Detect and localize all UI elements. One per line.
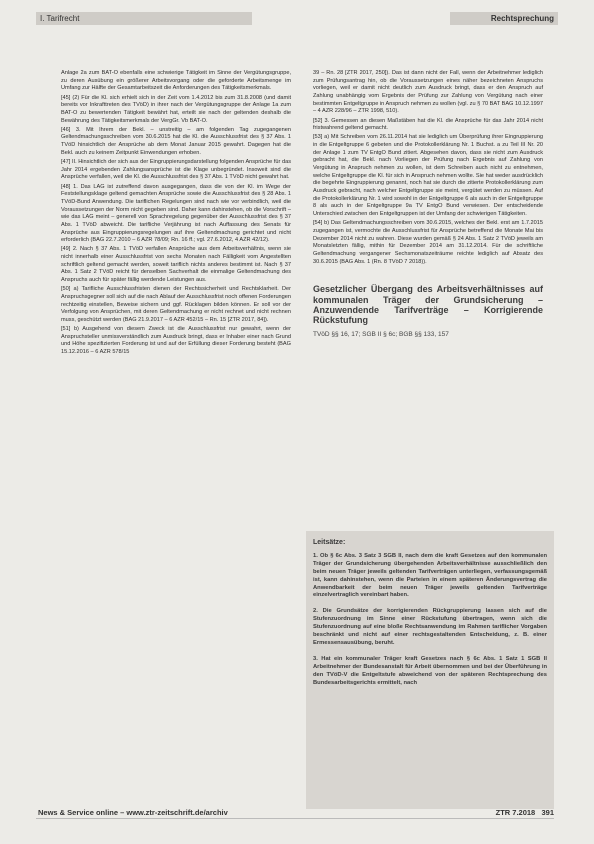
footer-page-info (468, 808, 554, 817)
right-text-column (313, 70, 543, 351)
footer-divider (36, 818, 554, 819)
guideline-item: 3. Hat ein kommunaler Träger kraft Gesetzes nach § 6c Abs. 1 Satz 1 SGB II Arbeitnehmer der Bundesanstalt für Arbeit übernommen und bei der Überführung in den TVöD-V die Entgeltstufe abweichend von der späteren Rechtsprechung des Bundesarbeitsgerichts ermittelt, nach (313, 655, 547, 686)
paragraph: 39 – Rn. 28 [ZTR 2017, 250]). Das ist dann nicht der Fall, wenn der Arbeitnehmer lediglich zum Prüfungsantrag hin, ob die Voraussetzungen eines näher bezeichneten Anspruchs vorliegen, weil er damit nicht deutlich zum Ausdruck bringt, dass er den Anspruch auf Zahlung unabhängig vom Ergebnis der Prüfung zur Zahlung von Vergütung nach einer bestimmten Entgeltgruppe in Anspruch nehmen zu wollen (vgl. zu § 70 BAT BAG 10.12.1997 – 4 AZR 228/96 – ZTR 1998, 510). (313, 70, 543, 115)
paragraph: [48] 1. Das LAG ist zutreffend davon ausgegangen, dass die von der Kl. im Wege der Feststellungsklage geltend gemachten Ansprüche sowie die Ausschlussfrist des § 28 Abs. 1 TVöD-Bund Anwendung. Die tariflichen Regelungen sind nach wie vor verbindlich, weil die Voraussetzungen der Norm nicht gegeben sind. Daher kann dahinstehen, ob die Vorschrift – wie das LAG meint – generell von Sprachregelung gegenüber der Ausschlussfrist des § 37 Abs. 1 TVöD abweicht. Die tarifliche Verjährung ist nach Auffassung des Senats für Ansprüche aus Eingruppierungsregelungen auf ihre Geltendmachung gerichtet und nicht erforderlich (BAG 22.7.2010 – 6 AZR 78/09; Rn. 16 ff.; vgl. 27.6.2012, 4 AZR 42/12). (61, 183, 291, 244)
left-text-column (61, 70, 291, 358)
paragraph: [53] a) Mit Schreiben vom 26.11.2014 hat sie lediglich um Überprüfung ihrer Eingruppierung in die Entgeltgruppe 6 gebeten und die Protokollerklärung Nr. 1 Buchst. a zu Teil III Nr. 20 der Anlage 1 zum TV EntgO Bund zitiert. Abgesehen davon, dass sie nicht zum Ausdruck gebracht hat, die Bekl. nach Vorliegen der Prüfung nach Ergebnis auf Zahlung von Vergütung in Anspruch nehmen zu wollen, ist dem Schreiben auch nicht zu entnehmen, welche Entgeltgruppe die Kl. für sich in Anspruch nehmen wollte. Sie hat weder ausdrücklich die begehrte Eingruppierung genannt, noch hat sie durch die zitierte Protokollerklärung zum Ausdruck gebracht, nach welcher Entgeltgruppe sie meint, vergütet werden zu müssen. Auf die Protokollerklärung Nr. 1 wird sowohl in der Entgeltgruppe 6 als auch in der Entgeltgruppe 8 als auch in der Entgeltgruppe 9a TV EntgO Bund verwiesen. Der entscheidende Unterschied zwischen den Entgeltgruppen ist der Umfang der schwierigen Tätigkeiten. (313, 134, 543, 217)
guideline-item: 1. Ob § 6c Abs. 3 Satz 3 SGB II, nach dem die kraft Gesetzes auf den kommunalen Träger der Grundsicherung übergehenden Arbeitsverhältnisse ausschließlich den beim neuen Träger jeweils geltenden Tarifverträgen unterliegen, verfassungsgemäß ist, kann dahinstehen, wenn die Parteien in einem späteren Änderungsvertrag die Anwendbarkeit der beim neuen Träger jeweils geltenden Tarifverträge einzelvertraglich vereinbart haben. (313, 552, 547, 599)
paragraph: Anlage 2a zum BAT-O ebenfalls eine schwierige Tätigkeit im Sinne der Vergütungsgruppe, zu deren Ausübung ein größerer Arbeitsvorgang oder die geforderte Arbeitsmenge im Umfang zur Hälfte der Gesamtarbeitszeit die Anforderungen des Tätigkeitsmerkmals. (61, 70, 291, 92)
category-header: Rechtsprechung (450, 12, 558, 25)
paragraph: [46] 3. Mit Ihrem der Bekl. – unstreitig – am folgenden Tag zugegangenen Geltendmachungsschreiben vom 30.6.2015 hat die Kl. die Ausschlussfrist des § 37 Abs. 1 TVöD hinsichtlich der Ansprüche ab dem Monat Januar 2015 gewahrt. Dagegen hat die Bekl. auch zu keinem Zeitpunkt Einwendungen erhoben. (61, 126, 291, 156)
paragraph: [45] (2) Für die Kl. sich erhielt sich in der Zeit vom 1.4.2012 bis zum 31.8.2008 (und damit bereits vor Inkrafttreten des TVöD) in ihrer nach der Vergütungsgruppe der Anlage 1a zum BAT-O zu bewertenden Tätigkeit bewährt hat, erteilt sie nach der geltenden deshalb die Bewährung des Tätigkeitsmerkmals der VergGr. Vb BAT-O. (61, 94, 291, 124)
footer-link[interactable]: News & Service online – www.ztr-zeitschrift.de/archiv (38, 808, 228, 817)
paragraph: [47] II. Hinsichtlich der sich aus der Eingruppierungsdarstellung folgenden Ansprüche für das Jahr 2014 ergebenden Zahlungsansprüche ist die Klage unbegründet. Insoweit sind die Ansprüche verfallen, weil die Kl. die Ausschlussfrist des § 37 Abs. 1 TVöD nicht gewahrt hat. (61, 159, 291, 181)
article-title: Gesetzlicher Übergang des Arbeitsverhältnisses auf kommunalen Träger der Grundsicherung – Anzuwendende Tarifverträge – Korrigierende Rückstufung (313, 284, 543, 326)
issue-label: ZTR 7.2018 (495, 808, 536, 817)
paragraph: [54] b) Das Geltendmachungsschreiben vom 30.6.2015, welches der Bekl. erst am 1.7.2015 zugegangen ist, vermochte die Ausschlussfrist für Ansprüche betreffend die Monate Mai bis Dezember 2014 nicht zu wahren. Diese wurden gemäß § 24 Abs. 1 Satz 2 TVöD jeweils am Monatsletzten fällig, mithin für Dezember 2014 am 31.12.2014. Für die schriftliche Geltendmachung vergangener Sechsmonatszeiträume reichte lediglich auf Absatz des 30.6.2015 (BAG Abs. 1 (Rn. 8 TVöD 7 2018)). (313, 220, 543, 265)
page-number: 391 (541, 808, 554, 817)
article-norms: TVöD §§ 16, 17; SGB II § 6c; BGB §§ 133, 157 (313, 330, 449, 338)
section-header: I. Tarifrecht (36, 12, 252, 25)
paragraph: [52] 3. Gemessen an diesen Maßstäben hat die Kl. die Ansprüche für das Jahr 2014 nicht fristwahrend geltend gemacht. (313, 117, 543, 132)
paragraph: [51] b) Ausgehend von diesem Zweck ist die Ausschlussfrist nur gewahrt, wenn der Anspruchsteller unmissverständlich zum Ausdruck bringt, dass er Inhaber einer nach Grund und Höhe spezifizierten Forderung ist und auf der Erfüllung dieser Forderung besteht (BAG 15.12.2016 – 6 AZR 578/15 (61, 326, 291, 356)
guideline-item: 2. Die Grundsätze der korrigierenden Rückgruppierung lassen sich auf die Stufenzuordnung im Sinne einer Rückstufung übertragen, wenn sich die Stufenzuordnung auf eine bloße Rechtsanwendung im Rahmen tariflicher Vorgaben beschränkt und nicht auf einer rechtsgestaltenden Entscheidung, z. B. einer Ermessensausübung, beruht. (313, 608, 547, 646)
guidelines-box (306, 531, 554, 809)
paragraph: [49] 2. Nach § 37 Abs. 1 TVöD verfallen Ansprüche aus dem Arbeitsverhältnis, wenn sie nicht innerhalb einer Ausschlussfrist von sechs Monaten nach Fälligkeit vom Angestellten schriftlich geltend gemacht werden, soweit tariflich nichts anderes bestimmt ist. Nach § 37 Abs. 1 Satz 2 TVöD reicht für denselben Sachverhalt die einmalige Geltendmachung des Anspruchs auch für später fällig werdende Leistungen aus. (61, 246, 291, 284)
guidelines-heading: Leitsätze: (313, 539, 346, 546)
paragraph: [50] a) Tarifliche Ausschlussfristen dienen der Rechtssicherheit und Rechtsklarheit. Der Anspruchsgegner soll sich auf die nach Ablauf der Ausschlussfrist noch offenen Forderungen rechtzeitig einstellen, Beweise sichern und ggf. Rücklagen bilden können. Er soll vor der Verfolgung von Ansprüchen, mit deren Geltendmachung er nicht rechnet und nicht rechnen muss, geschützt werden (BAG 21.9.2017 – 6 AZR 452/15 – Rn. 15 [ZTR 2017, 84]). (61, 286, 292, 323)
